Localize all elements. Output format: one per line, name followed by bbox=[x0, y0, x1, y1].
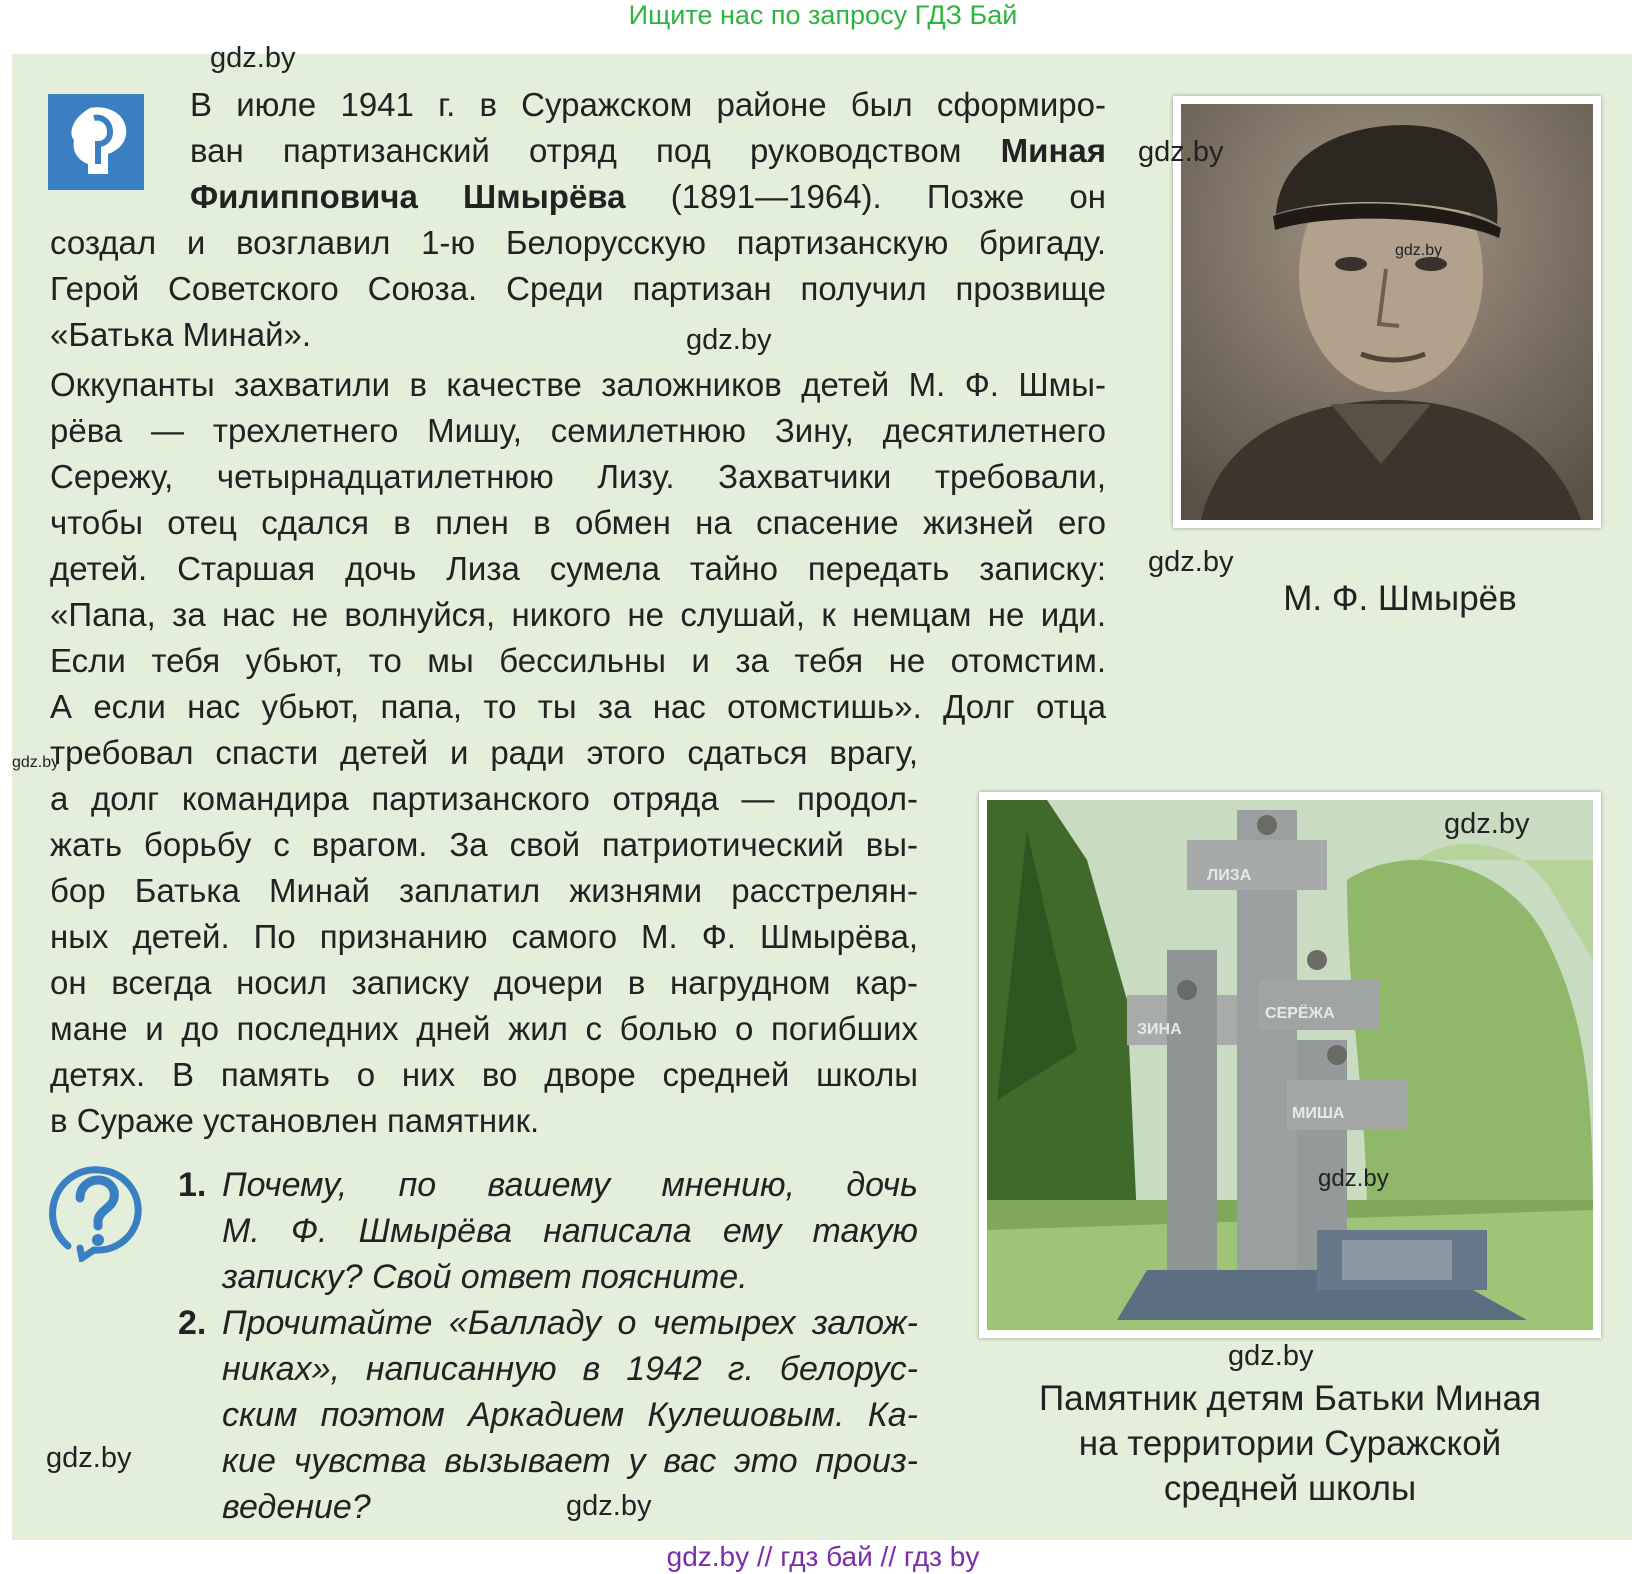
monument-photo bbox=[987, 800, 1593, 1330]
story-line-10: а долг командира партизанского отряда — продол- bbox=[50, 780, 918, 817]
watermark-5: gdz.by bbox=[1148, 546, 1234, 578]
monument-name-misha: МИША bbox=[1292, 1105, 1345, 1122]
bio-line-3 bbox=[190, 174, 1106, 220]
question-2-number: 2. bbox=[178, 1304, 207, 1342]
watermark-2: gdz.by bbox=[1138, 136, 1224, 168]
monument-caption-line-1: Памятник детям Батьки Миная bbox=[1038, 1379, 1542, 1418]
watermark-6: gdz.by bbox=[12, 754, 60, 771]
watermark-8: gdz.by bbox=[1318, 1165, 1389, 1192]
story-line-4: чтобы отец сдался в плен в обмен на спасение жизней его bbox=[50, 504, 1106, 541]
bio-bold-patronymic: Филипповича Шмырёва bbox=[190, 178, 626, 215]
portrait-caption: М. Ф. Шмырёв bbox=[1283, 579, 1517, 618]
bio-bold-name: Миная bbox=[1000, 132, 1106, 169]
portrait-photo bbox=[1181, 104, 1593, 520]
story-line-5: детей. Старшая дочь Лиза сумела тайно передать записку: bbox=[50, 550, 1106, 587]
story-line-13: ных детей. По признанию самого М. Ф. Шмырёва, bbox=[50, 918, 918, 955]
story-line-15: мане и до последних дней жил с болью о погибших bbox=[50, 1010, 918, 1047]
portrait-photo-frame bbox=[1173, 96, 1601, 528]
story-line-1: Оккупанты захватили в качестве заложников детей М. Ф. Шмы- bbox=[50, 366, 1106, 403]
question-1-line-2: М. Ф. Шмырёва написала ему такую bbox=[222, 1212, 918, 1250]
question-2-line-2: никах», написанную в 1942 г. белорус- bbox=[222, 1350, 918, 1388]
question-2-line-4: кие чувства вызывает у вас это произ- bbox=[222, 1442, 918, 1480]
question-2-line-1: Прочитайте «Балладу о четырех залож- bbox=[222, 1304, 918, 1342]
question-2-line-3: ским поэтом Аркадием Кулешовым. Ка- bbox=[222, 1396, 918, 1434]
question-1-line-3: записку? Свой ответ поясните. bbox=[222, 1258, 748, 1296]
footer-links[interactable]: gdz.by // гдз бай // гдз by bbox=[666, 1541, 980, 1572]
watermark-7: gdz.by bbox=[1444, 808, 1530, 840]
story-line-16: детях. В память о них во дворе средней школы bbox=[50, 1056, 918, 1093]
bio-line-5: Герой Советского Союза. Среди партизан получил прозвище bbox=[50, 270, 1106, 307]
bio-line-2-text: ван партизанский отряд под руководством bbox=[190, 132, 1001, 169]
monument-caption-line-2: на территории Суражской bbox=[1078, 1424, 1502, 1463]
monument-photo-frame bbox=[979, 792, 1601, 1338]
bio-line-4: создал и возглавил 1-ю Белорусскую партизанскую бригаду. bbox=[50, 224, 1106, 261]
story-line-14: он всегда носил записку дочери в нагрудном кар- bbox=[50, 964, 918, 1001]
watermark-9: gdz.by bbox=[1228, 1340, 1314, 1372]
monument-name-seryozha: СЕРЁЖА bbox=[1265, 1005, 1335, 1022]
top-banner[interactable]: Ищите нас по запросу ГДЗ Бай bbox=[628, 0, 1018, 30]
question-icon bbox=[46, 1162, 144, 1262]
watermark-1: gdz.by bbox=[210, 42, 296, 74]
monument-name-liza: ЛИЗА bbox=[1207, 867, 1252, 884]
story-line-2: рёва — трехлетнего Мишу, семилетнюю Зину, десятилетнего bbox=[50, 412, 1106, 449]
story-line-3: Сережу, четырнадцатилетнюю Лизу. Захватчики требовали, bbox=[50, 458, 1106, 495]
watermark-3: gdz.by bbox=[1395, 242, 1443, 259]
story-line-6: «Папа, за нас не волнуйся, никого не слушай, к немцам не иди. bbox=[50, 596, 1106, 633]
story-line-9: требовал спасти детей и ради этого сдаться врагу, bbox=[50, 734, 918, 771]
bio-line-1: В июле 1941 г. в Суражском районе был сформиро- bbox=[190, 86, 1106, 123]
biography-icon bbox=[48, 94, 144, 190]
story-line-8: А если нас убьют, папа, то ты за нас отомстишь». Долг отца bbox=[50, 688, 1106, 725]
watermark-11: gdz.by bbox=[566, 1490, 652, 1522]
monument-caption-line-3: средней школы bbox=[1163, 1469, 1417, 1508]
story-line-12: бор Батька Минай заплатил жизнями расстрелян- bbox=[50, 872, 918, 909]
watermark-4: gdz.by bbox=[686, 324, 772, 356]
question-2-line-5: ведение? bbox=[222, 1488, 371, 1526]
bio-line-6: «Батька Минай». bbox=[50, 316, 312, 353]
monument-name-zina: ЗИНА bbox=[1137, 1021, 1182, 1038]
story-line-11: жать борьбу с врагом. За свой патриотический вы- bbox=[50, 826, 918, 863]
story-line-17: в Сураже установлен памятник. bbox=[50, 1102, 540, 1139]
question-1-number: 1. bbox=[178, 1166, 207, 1204]
watermark-10: gdz.by bbox=[46, 1442, 132, 1474]
question-1-line-1: Почему, по вашему мнению, дочь bbox=[222, 1166, 918, 1204]
story-line-7: Если тебя убьют, то мы бессильны и за тебя не отомстим. bbox=[50, 642, 1106, 679]
bio-line-3-text: (1891—1964). Позже он bbox=[625, 178, 1106, 215]
bio-line-2 bbox=[190, 128, 1106, 174]
